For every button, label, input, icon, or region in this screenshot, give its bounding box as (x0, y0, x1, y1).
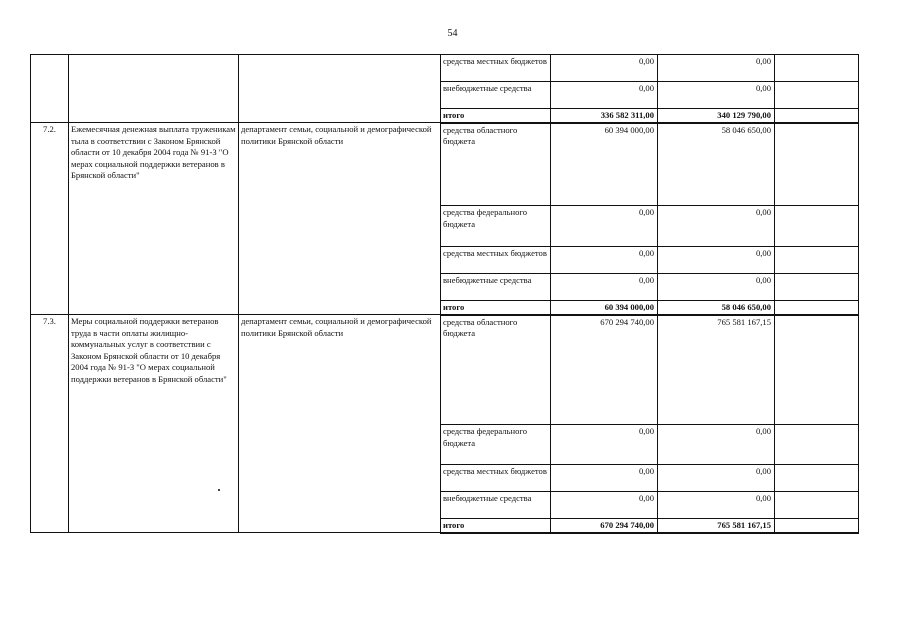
source-label: внебюджетные средства (441, 82, 551, 109)
source-label: средства областного бюджета (441, 123, 551, 206)
source-label: средства федерального бюджета (441, 206, 551, 247)
value-cell: 0,00 (658, 274, 775, 301)
source-label: средства местных бюджетов (441, 465, 551, 492)
scan-speck (218, 489, 220, 491)
value-cell: 0,00 (551, 55, 658, 82)
source-label: средства областного бюджета (441, 315, 551, 425)
value-cell: 0,00 (658, 55, 775, 82)
source-label: внебюджетные средства (441, 492, 551, 519)
value-cell: 0,00 (551, 274, 658, 301)
source-label: внебюджетные средства (441, 274, 551, 301)
source-label: итого (441, 109, 551, 123)
value-cell: 0,00 (658, 247, 775, 274)
value-cell: 0,00 (551, 492, 658, 519)
value-cell: 765 581 167,15 (658, 315, 775, 425)
value-cell: 58 046 650,00 (658, 123, 775, 206)
executor-text: департамент семьи, социальной и демографической политики Брянской области (239, 315, 441, 533)
value-cell: 670 294 740,00 (551, 315, 658, 425)
source-label: итого (441, 519, 551, 533)
item-index: 7.3. (31, 315, 69, 533)
source-label: средства местных бюджетов (441, 247, 551, 274)
measure-text: Меры социальной поддержки ветеранов труда в части оплаты жилищно-коммунальных услуг в соответствии с Законом Брянской области от 10 декабря 2004 года № 91-З "О мерах социальной поддержки ветеранов в Брянской области" (69, 315, 239, 533)
value-cell: 0,00 (658, 82, 775, 109)
value-cell: 340 129 790,00 (658, 109, 775, 123)
value-cell: 670 294 740,00 (551, 519, 658, 533)
measure-text: Ежемесячная денежная выплата труженикам тыла в соответствии с Законом Брянской области от 10 декабря 2004 года № 91-З "О мерах социальной поддержки ветеранов в Брянской области" (69, 123, 239, 315)
item-index: 7.2. (31, 123, 69, 315)
value-cell: 765 581 167,15 (658, 519, 775, 533)
source-label: средства местных бюджетов (441, 55, 551, 82)
table-row (31, 123, 859, 206)
source-label: средства федерального бюджета (441, 425, 551, 465)
table-row (31, 55, 859, 82)
value-cell: 0,00 (658, 465, 775, 492)
page-number: 54 (447, 28, 458, 39)
value-cell: 0,00 (551, 206, 658, 247)
value-cell: 0,00 (551, 425, 658, 465)
funding-table (30, 54, 859, 534)
table-row (31, 315, 859, 425)
value-cell: 336 582 311,00 (551, 109, 658, 123)
value-cell: 0,00 (658, 425, 775, 465)
value-cell: 0,00 (551, 247, 658, 274)
value-cell: 0,00 (658, 492, 775, 519)
value-cell: 0,00 (551, 465, 658, 492)
value-cell: 60 394 000,00 (551, 301, 658, 315)
executor-text: департамент семьи, социальной и демографической политики Брянской области (239, 123, 441, 315)
value-cell: 0,00 (551, 82, 658, 109)
value-cell: 0,00 (658, 206, 775, 247)
source-label: итого (441, 301, 551, 315)
value-cell: 58 046 650,00 (658, 301, 775, 315)
value-cell: 60 394 000,00 (551, 123, 658, 206)
